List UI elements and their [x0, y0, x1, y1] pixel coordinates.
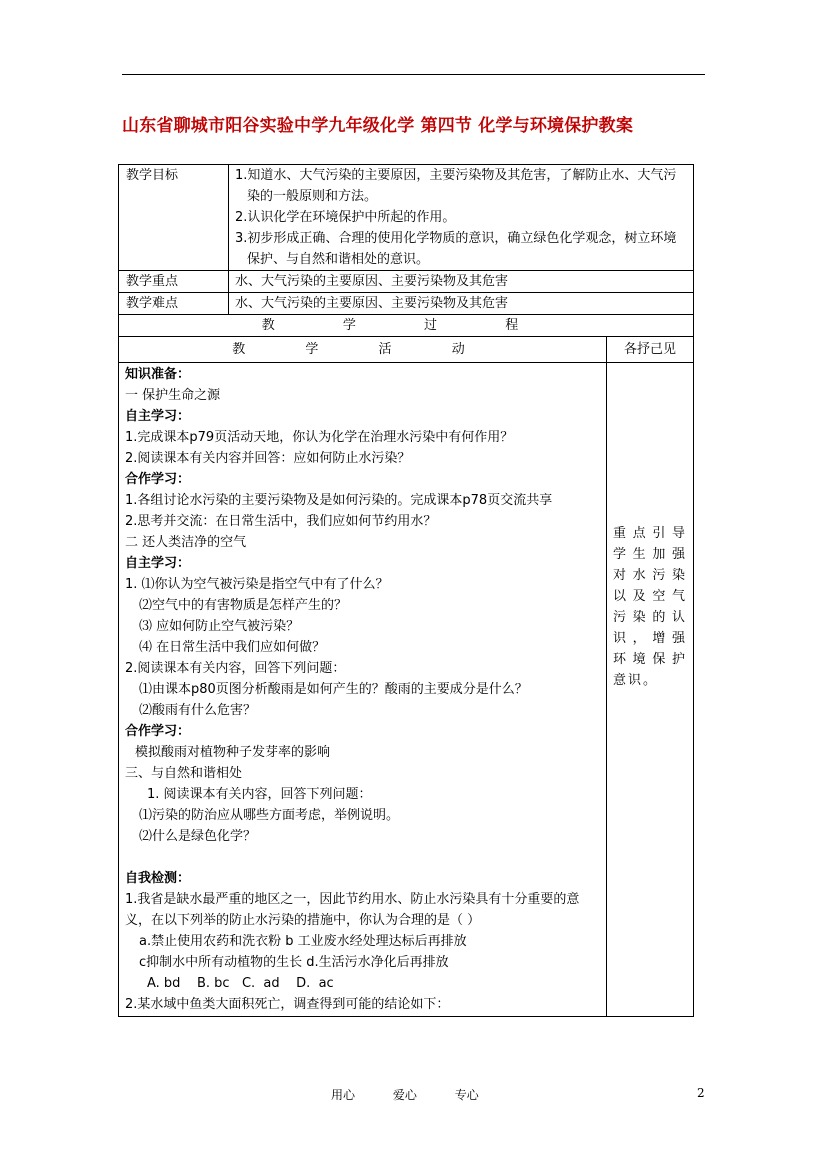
- objectives-label: 教学目标: [119, 165, 229, 271]
- question: 2.某水域中鱼类大面积死亡，调查得到可能的结论如下：: [125, 997, 450, 1012]
- difficulty-row: [119, 293, 694, 315]
- question: ⑵酸雨有什么危害？: [139, 703, 257, 718]
- objective-item: 3.初步形成正确、合理的使用化学物质的意识，确立绿色化学观念，树立环境保护、与自然和谐相处的意识。: [235, 231, 677, 267]
- objectives-row: [119, 165, 694, 271]
- activity-header-row: [119, 337, 694, 363]
- opinion-header: 各抒己见: [607, 337, 694, 363]
- question: 1. 阅读课本有关内容，回答下列问题：: [147, 787, 372, 802]
- footer-word: 专心: [454, 1088, 479, 1102]
- objective-item: 1.知道水、大气污染的主要原因，主要污染物及其危害，了解防止水、大气污染的一般原则和方法。: [235, 168, 677, 204]
- header-rule: [122, 74, 705, 75]
- question: 1.各组讨论水污染的主要污染物及是如何污染的。完成课本p78页交流共享: [125, 493, 553, 508]
- objectives-content: [229, 165, 694, 271]
- activity-header: 教 学 活 动: [119, 337, 607, 363]
- section-heading: 合作学习：: [125, 724, 191, 739]
- question: ⑷ 在日常生活中我们应如何做？: [139, 640, 326, 655]
- section-heading: 合作学习：: [125, 472, 191, 487]
- section-title: 二 还人类洁净的空气: [125, 535, 247, 550]
- key-point-value: 水、大气污染的主要原因、主要污染物及其危害: [229, 271, 694, 293]
- page-number: 2: [697, 1086, 705, 1100]
- difficulty-value: 水、大气污染的主要原因、主要污染物及其危害: [229, 293, 694, 315]
- question: ⑵空气中的有害物质是怎样产生的？: [139, 598, 348, 613]
- footer-word: 用心: [331, 1088, 356, 1102]
- section-title: 三、与自然和谐相处: [125, 766, 243, 781]
- question: 1.完成课本p79页活动天地，你认为化学在治理水污染中有何作用？: [125, 430, 514, 445]
- section-heading: 知识准备：: [125, 367, 191, 382]
- section-heading: 自主学习：: [125, 556, 191, 571]
- question: 1. ⑴你认为空气被污染是指空气中有了什么？: [125, 577, 389, 592]
- question: ⑴由课本p80页图分析酸雨是如何产生的？酸雨的主要成分是什么？: [139, 682, 528, 697]
- question: ⑶ 应如何防止空气被污染？: [139, 619, 300, 634]
- activity-content: [119, 363, 607, 1017]
- question: 2.阅读课本有关内容，回答下列问题：: [125, 661, 346, 676]
- difficulty-label: 教学难点: [119, 293, 229, 315]
- answer-choice: c抑制水中所有动植物的生长 d.生活污水净化后再排放: [139, 955, 449, 970]
- question: ⑴污染的防治应从哪些方面考虑，举例说明。: [139, 808, 400, 823]
- footer-word: 爱心: [392, 1088, 417, 1102]
- process-header-row: [119, 315, 694, 337]
- question: ⑵什么是绿色化学？: [139, 829, 257, 844]
- section-title: 一 保护生命之源: [125, 388, 221, 403]
- process-header: 教 学 过 程: [119, 315, 694, 337]
- section-heading: 自我检测：: [125, 871, 191, 886]
- activity-body-row: [119, 363, 694, 1017]
- key-point-label: 教学重点: [119, 271, 229, 293]
- document-title: 山东省聊城市阳谷实验中学九年级化学 第四节 化学与环境保护教案: [122, 116, 634, 136]
- side-note: 重点引导学生加强对水污染以及空气污染的认识，增强环境保护意识。: [607, 363, 694, 1017]
- answer-choice: a.禁止使用农药和洗衣粉 b 工业废水经处理达标后再排放: [139, 934, 467, 949]
- question: 2.阅读课本有关内容并回答：应如何防止水污染？: [125, 451, 411, 466]
- objective-item: 2.认识化学在环境保护中所起的作用。: [235, 210, 456, 225]
- question: 模拟酸雨对植物种子发芽率的影响: [135, 745, 331, 760]
- blank-line: [125, 847, 600, 868]
- lesson-plan-table: [118, 164, 694, 1017]
- question: 2.思考并交流：在日常生活中，我们应如何节约用水？: [125, 514, 437, 529]
- footer-motto: [331, 1086, 513, 1103]
- key-point-row: [119, 271, 694, 293]
- answer-options: A. bd B. bc C. ad D. ac: [147, 976, 334, 991]
- section-heading: 自主学习：: [125, 409, 191, 424]
- question: 1.我省是缺水最严重的地区之一，因此节约用水、防止水污染具有十分重要的意义，在以下列举的防止水污染的措施中，你认为合理的是（ ）: [125, 892, 580, 928]
